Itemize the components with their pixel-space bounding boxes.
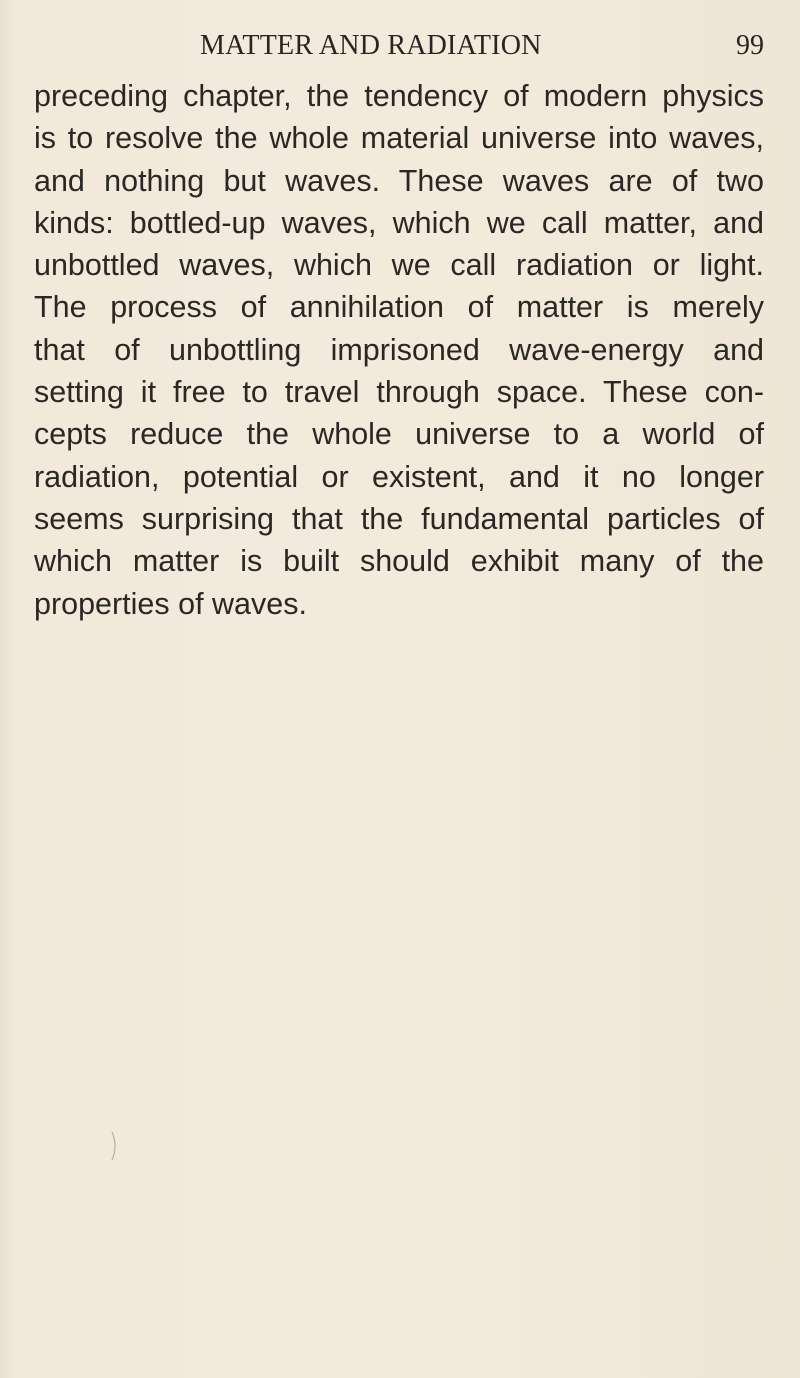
text-line: seems surprising that the fundamental particles of [34,501,764,536]
text-line: that of unbottling imprisoned wave-energy and [34,332,764,367]
stray-mark-icon [110,1130,120,1162]
page-number: 99 [736,30,764,61]
text-line: cepts reduce the whole universe to a world of [34,417,764,452]
text-line: is to resolve the whole material universe into waves, [34,121,764,156]
body-paragraph [34,75,764,625]
text-line: radiation, potential or existent, and it no longer [34,459,764,494]
text-line: setting it free to travel through space. These con- [34,375,764,410]
text-line: which matter is built should exhibit many of the [34,544,764,579]
text-line: The process of annihilation of matter is merely [34,290,764,325]
text-line: and nothing but waves. These waves are of two [34,163,764,198]
text-line: properties of waves. [34,586,307,621]
running-head [34,30,764,64]
running-title: MATTER AND RADIATION [200,30,542,61]
text-line: preceding chapter, the tendency of modern physics [34,79,764,113]
text-line: unbottled waves, which we call radiation or light. [34,248,764,283]
text-line: kinds: bottled-up waves, which we call matter, and [34,205,764,240]
